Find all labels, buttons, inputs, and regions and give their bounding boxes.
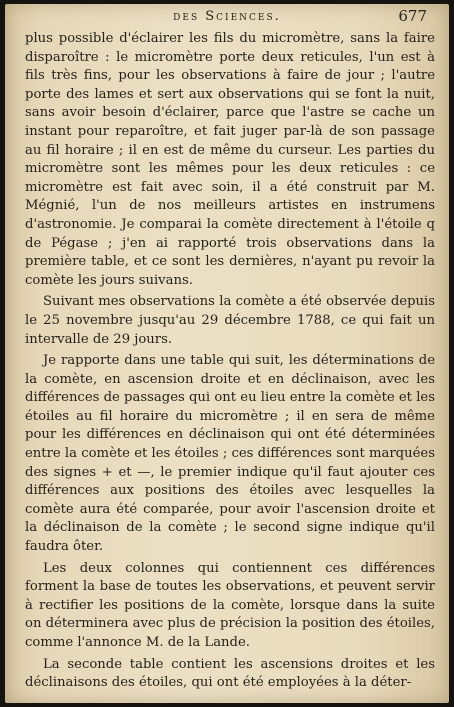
paragraph-continued: plus possible d'éclairer les fils du micromètre, sans la faire disparoître : le micromètre porte deux reticules, l'un est à fils très fins, pour les observations à faire de jour ; l'autre porte des lames et sert aux observations qui se font la nuit, sans avoir besoin d'éclairer, parce que l'astre se cache un instant pour reparoître, et fait juger par-là de son passage au fil horaire ; il en est de même du curseur. Les parties du micromètre sont les mêmes pour les deux reticules : ce micromètre est fait avec soin, il a été construit par M. Mégnié, l'un de nos meilleurs artistes en instrumens d'astronomie. Je comparai la comète directement à l'étoile q de Pégase ; j'en ai rapporté trois observations dans la première table, et ce sont les dernières, n'ayant pu revoir la comète les jours suivans. (25, 31, 435, 288)
paragraph: Je rapporte dans une table qui suit, les déterminations de la comète, en ascension droite et en déclinaison, avec les différences de passages qui ont eu lieu entre la comète et les étoiles au fil horaire du micromètre ; il en sera de même pour les différences en déclinaison qui ont été déterminées entre la comète et les étoiles ; ces différences sont marquées des signes + et —, le premier indique qu'il faut ajouter ces différences aux positions des étoiles avec lesquelles la comète aura été comparée, pour avoir l'ascension droite et la déclinaison de la comète ; le second signe indique qu'il faudra ôter. (25, 353, 435, 555)
running-title: des Sciences. (173, 9, 281, 24)
paragraph: Suivant mes observations la comète a été observée depuis le 25 novembre jusqu'au 29 décembre 1788, ce qui fait un intervalle de 29 jours. (25, 294, 435, 347)
paragraph: Les deux colonnes qui contiennent ces différences forment la base de toutes les observations, et peuvent servir à rectifier les positions de la comète, lorsque dans la suite on déterminera avec plus de précision la position des étoiles, comme l'annonce M. de la Lande. (25, 560, 435, 650)
page-number: 677 (398, 7, 427, 25)
body-text (25, 30, 435, 693)
page-header (5, 7, 449, 27)
paragraph: La seconde table contient les ascensions droites et les déclinaisons des étoiles, qui ont été employées à la déter- (25, 656, 435, 691)
book-page (5, 4, 449, 703)
